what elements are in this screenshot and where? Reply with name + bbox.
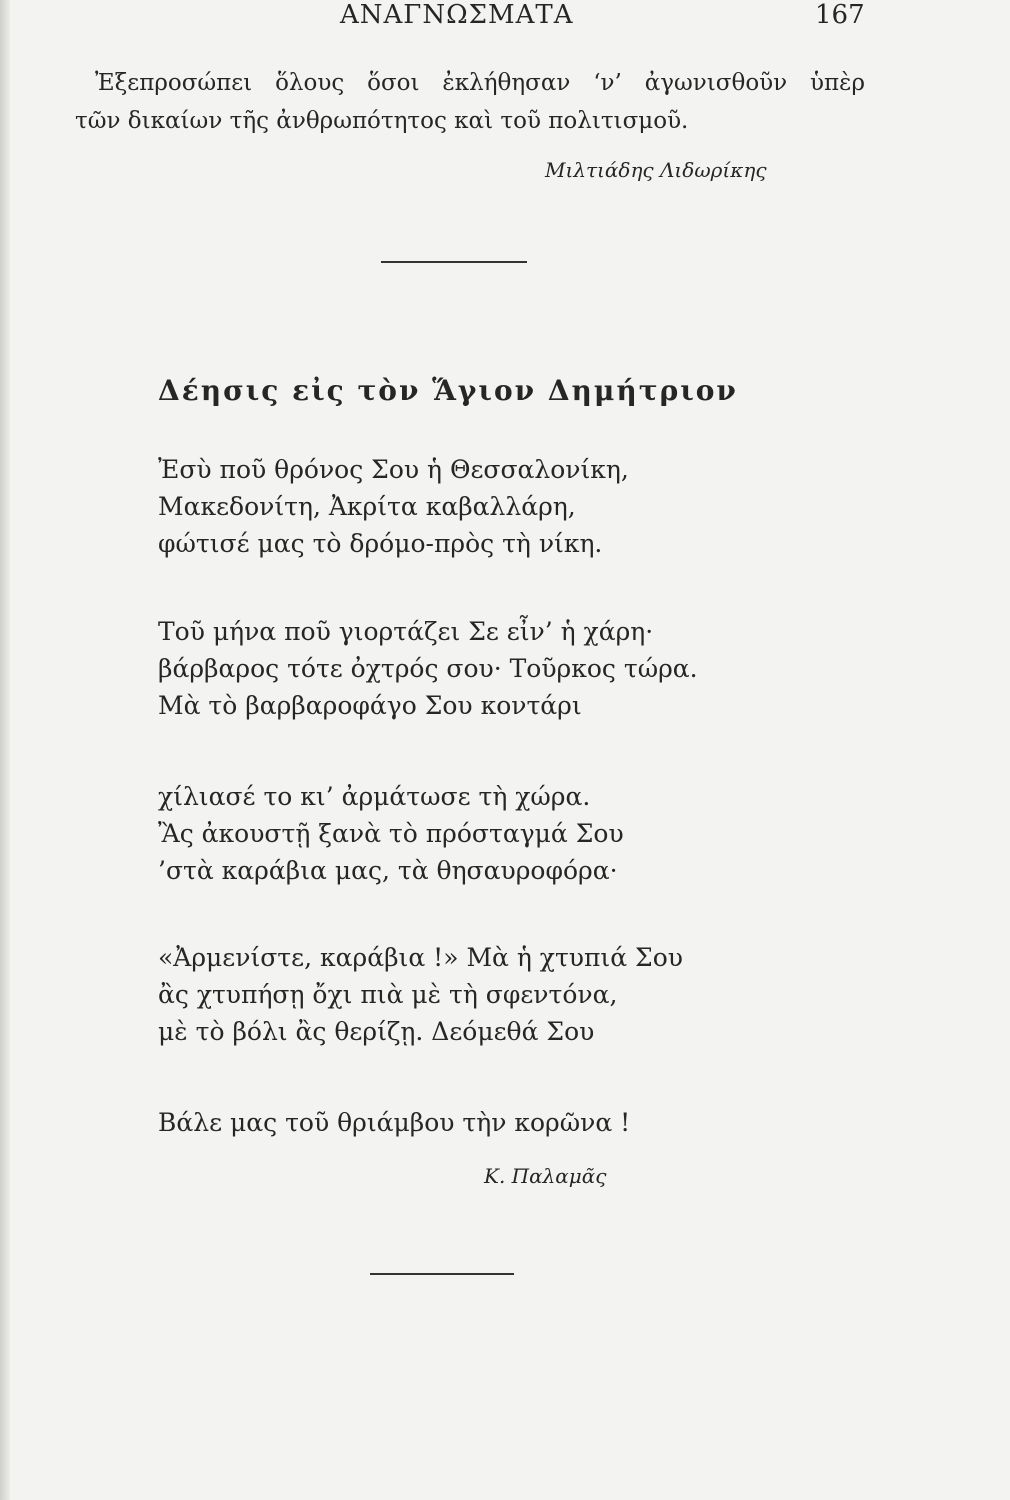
poem-stanza-3 bbox=[158, 778, 624, 889]
poem-title: Δέησις εἰς τὸν Ἅγιον Δημήτριον bbox=[158, 374, 738, 407]
poem-stanza-4 bbox=[158, 939, 683, 1050]
prose-paragraph bbox=[75, 64, 865, 140]
section-divider bbox=[370, 1273, 514, 1275]
poem-line: φώτισέ μας τὸ δρόμο-πρὸς τὴ νίκη. bbox=[158, 529, 603, 558]
page-number: 167 bbox=[815, 0, 865, 30]
poem-line: Τοῦ μήνα ποῦ γιορτάζει Σε εἶν’ ἡ χάρη· bbox=[158, 617, 654, 646]
poem-line: μὲ τὸ βόλι ἂς θερίζῃ. Δεόμεθά Σου bbox=[158, 1017, 595, 1046]
poem-line: Ἐσὺ ποῦ θρόνος Σου ἡ Θεσσαλονίκη, bbox=[158, 455, 629, 484]
poem-line: Ἂς ἀκουστῇ ξανὰ τὸ πρόσταγμά Σου bbox=[158, 819, 624, 848]
section-divider bbox=[381, 261, 527, 263]
poem-stanza-2 bbox=[158, 613, 698, 724]
running-title: ΑΝΑΓΝΩΣΜΑΤΑ bbox=[340, 0, 574, 30]
poem-line: ἂς χτυπήσῃ ὄχι πιὰ μὲ τὴ σφεντόνα, bbox=[158, 980, 618, 1009]
prose-line-2: τῶν δικαίων τῆς ἀνθρωπότητος καὶ τοῦ πολιτισμοῦ. bbox=[75, 108, 689, 134]
poem-line: χίλιασέ το κι’ ἀρμάτωσε τὴ χώρα. bbox=[158, 782, 591, 811]
poem-line: «Ἀρμενίστε, καράβια !» Μὰ ἡ χτυπιά Σου bbox=[158, 943, 683, 972]
prose-author-signature: Μιλτιάδης Λιδωρίκης bbox=[545, 158, 767, 182]
poem-line: Μὰ τὸ βαρβαροφάγο Σου κοντάρι bbox=[158, 691, 582, 720]
poem-line: βάρβαρος τότε ὀχτρός σου· Τοῦρκος τώρα. bbox=[158, 654, 698, 683]
page-edge bbox=[0, 0, 10, 1500]
poem-line: ’στὰ καράβια μας, τὰ θησαυροφόρα· bbox=[158, 856, 618, 885]
poem-stanza-1 bbox=[158, 451, 629, 562]
poem-line: Μακεδονίτη, Ἀκρίτα καβαλλάρη, bbox=[158, 492, 576, 521]
poem-line: Βάλε μας τοῦ θριάμβου τὴν κορῶνα ! bbox=[158, 1108, 631, 1137]
prose-line-1: Ἐξεπροσώπει ὅλους ὅσοι ἐκλήθησαν ‘ν’ ἀγωνισθοῦν ὑπὲρ bbox=[95, 70, 865, 96]
poem-author-signature: Κ. Παλαμᾶς bbox=[484, 1164, 607, 1188]
poem-stanza-5 bbox=[158, 1104, 630, 1141]
